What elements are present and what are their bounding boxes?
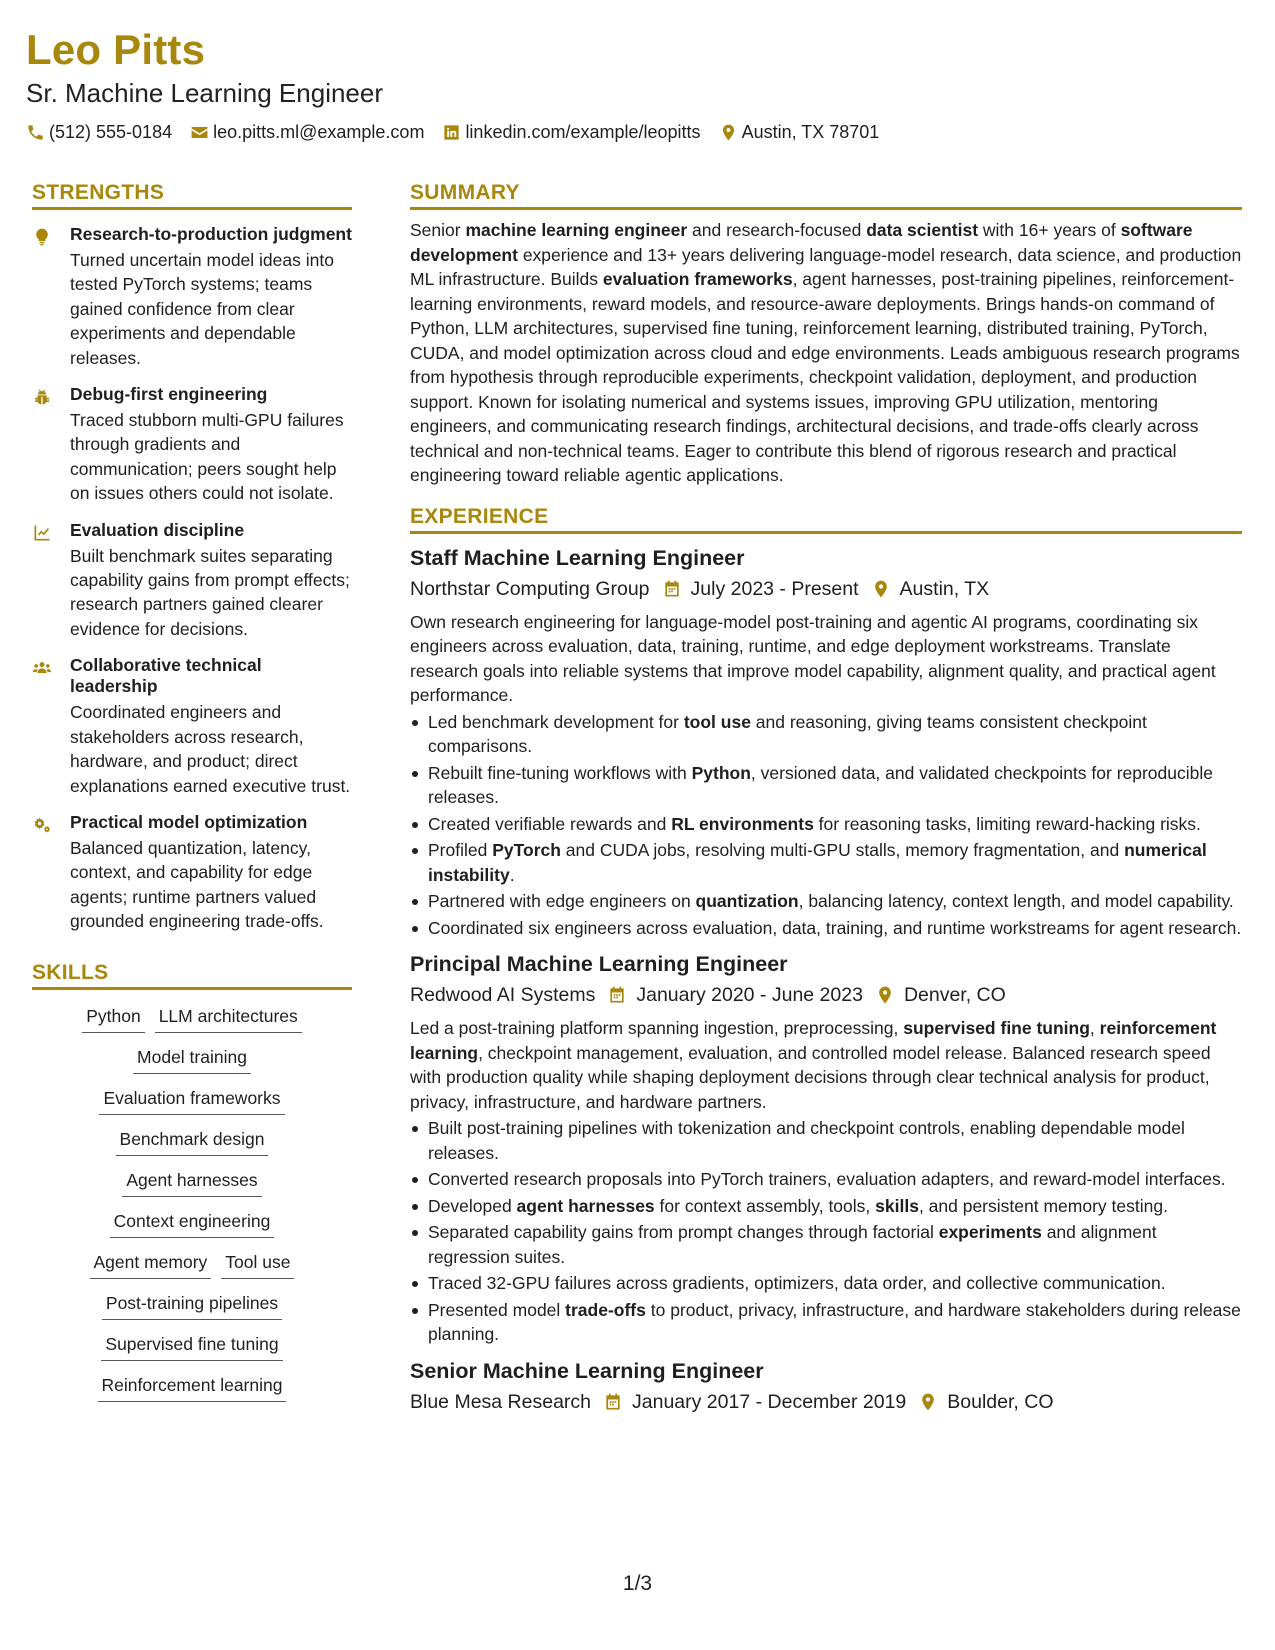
contact-location (719, 122, 880, 143)
map-pin-icon (719, 123, 738, 142)
page-number: 1/3 (622, 1572, 653, 1595)
bold-text: evaluation frameworks (602, 269, 793, 289)
job-description (410, 1016, 1242, 1114)
job-location: Boulder, CO (947, 1390, 1054, 1413)
strengths-heading: STRENGTHS (32, 178, 352, 210)
bold-text: Python (691, 762, 751, 783)
text-segment: Presented model (428, 1299, 566, 1320)
text-segment: Rebuilt fine-tuning workflows with (428, 762, 692, 783)
bold-text: tool use (683, 711, 751, 732)
resume-header (26, 24, 1246, 144)
bullet-item (410, 1298, 1242, 1347)
gears-icon (32, 815, 52, 835)
location-text: Austin, TX 78701 (741, 121, 880, 142)
skill-tag: Reinforcement learning (98, 1372, 287, 1402)
skill-tag: Agent harnesses (122, 1167, 261, 1197)
map-pin-icon (875, 985, 895, 1005)
job-company: Blue Mesa Research (410, 1390, 592, 1413)
job-company: Redwood AI Systems (410, 984, 596, 1006)
bold-text: experiments (938, 1222, 1042, 1242)
bold-text: RL environments (671, 813, 814, 834)
skills-list (32, 1003, 352, 1413)
contact-linkedin[interactable] (442, 122, 700, 143)
strength-desc: Balanced quantization, latency, context, and capability for edge agents; runtime partners valued grounded engineering trade-offs. (70, 837, 324, 932)
strength-title: Collaborative technical leadership (70, 655, 262, 697)
text-segment: experience and 13+ years delivering language-model research, data science, and production ML infrastructure. Builds (410, 244, 1242, 289)
text-segment: Led a post-training platform spanning ingestion, preprocessing, (410, 1018, 904, 1038)
skill-tag: Context engineering (110, 1208, 275, 1238)
job-location: Austin, TX (899, 577, 990, 600)
contact-phone (26, 122, 172, 143)
text-segment: Traced 32-GPU failures across gradients, optimizers, data order, and collective communication. (428, 1273, 1166, 1293)
job-meta (410, 1387, 1242, 1417)
skill-tag: Agent memory (90, 1249, 212, 1279)
strength-desc: Traced stubborn multi-GPU failures through gradients and communication; peers sought help on issues others could not isolate. (70, 410, 344, 504)
strength-desc: Turned uncertain model ideas into tested PyTorch systems; teams gained confidence from clear experiments and dependable releases. (70, 250, 334, 368)
right-column (410, 178, 1242, 1417)
map-pin-icon (918, 1392, 938, 1412)
job-company: Northstar Computing Group (410, 577, 650, 600)
bold-text: agent harnesses (516, 1195, 655, 1216)
bug-icon (32, 387, 52, 407)
text-segment: and alignment regression suites. (428, 1222, 1157, 1267)
strength-desc: Built benchmark suites separating capability gains from prompt effects; research partners gained clearer evidence for decisions. (70, 545, 350, 639)
bold-text: skills (875, 1195, 919, 1216)
strengths-list (32, 224, 352, 934)
text-segment: , (1089, 1018, 1100, 1038)
strength-item (32, 224, 352, 370)
job-meta (410, 980, 1242, 1010)
bullet-item (410, 889, 1242, 914)
bold-text: data scientist (866, 220, 979, 240)
bullet-item (410, 838, 1242, 887)
skill-tag: Post-training pipelines (102, 1290, 282, 1320)
job-bullets (410, 1116, 1242, 1347)
bold-text: trade-offs (565, 1299, 646, 1320)
text-segment: with 16+ years of (978, 220, 1121, 240)
strength-item (32, 812, 352, 934)
phone-text: (512) 555-0184 (49, 121, 173, 142)
bullet-item (410, 1220, 1242, 1269)
job-dates: January 2017 - December 2019 (632, 1390, 907, 1413)
contact-bar (26, 120, 1246, 144)
candidate-title: Sr. Machine Learning Engineer (26, 78, 384, 108)
skill-tag: Model training (133, 1044, 251, 1074)
bold-text: machine learning engineer (465, 220, 688, 240)
calendar-icon (662, 579, 682, 599)
strength-title: Practical model optimization (70, 811, 308, 832)
job-title: Senior Machine Learning Engineer (410, 1358, 764, 1383)
job-title: Principal Machine Learning Engineer (410, 952, 788, 976)
bullet-item (410, 812, 1242, 837)
text-segment: Developed (428, 1195, 517, 1216)
bold-text: software development (410, 220, 1193, 265)
strength-item (32, 520, 352, 642)
bullet-item (410, 761, 1242, 810)
bullet-item (410, 1167, 1242, 1192)
text-segment: Separated capability gains from prompt changes through factorial (428, 1222, 939, 1242)
experience-section (410, 502, 1242, 1417)
summary-heading: SUMMARY (410, 178, 1242, 210)
strength-item (32, 655, 352, 798)
contact-email[interactable] (190, 122, 424, 143)
job-dates: January 2020 - June 2023 (636, 984, 863, 1006)
text-segment: Profiled (428, 840, 493, 860)
calendar-icon (607, 985, 627, 1005)
envelope-icon (190, 123, 209, 142)
strength-title: Debug-first engineering (70, 384, 268, 405)
text-segment: , checkpoint management, evaluation, and controlled model release. Balanced research speed with production quality while shaping deployment decisions through clear technical analysis for product, privacy, infrastructure, and hardware partners. (410, 1042, 1211, 1112)
experience-heading: EXPERIENCE (410, 502, 1242, 534)
text-segment: and CUDA jobs, resolving multi-GPU stalls, memory fragmentation, and (560, 840, 1125, 860)
text-segment: for reasoning tasks, limiting reward-hacking risks. (813, 813, 1201, 834)
strength-item (32, 384, 352, 506)
job-description (410, 610, 1242, 708)
text-segment: Converted research proposals into PyTorch trainers, evaluation adapters, and reward-model interfaces. (428, 1169, 1226, 1189)
linkedin-icon (442, 123, 461, 142)
linkedin-text[interactable]: linkedin.com/example/leopitts (465, 121, 701, 142)
bullet-item (410, 916, 1242, 941)
text-segment: for context assembly, tools, (654, 1195, 876, 1216)
bold-text: numerical instability (428, 840, 1207, 885)
strength-desc: Coordinated engineers and stakeholders across research, hardware, and product; direct explanations earned executive trust. (70, 702, 351, 796)
text-segment: Created verifiable rewards and (428, 813, 672, 834)
calendar-icon (603, 1392, 623, 1412)
skill-tag: Supervised fine tuning (101, 1331, 282, 1361)
job-title: Staff Machine Learning Engineer (410, 545, 745, 570)
text-segment: Own research engineering for language-model post-training and agentic AI programs, coordinating six engineers across evaluation, data, training, runtime, and edge deployment workstreams. Translate research goals into reliable systems that improve model capability, alignment quality, and practical agent performance. (410, 611, 1216, 705)
bullet-item (410, 710, 1242, 759)
text-segment: and research-focused (687, 220, 867, 240)
skills-heading: SKILLS (32, 958, 352, 990)
bullet-item (410, 1271, 1242, 1296)
map-pin-icon (871, 579, 891, 599)
text-segment: , agent harnesses, post-training pipelines, reinforcement-learning environments, reward models, and resource-aware deployments. Brings hands-on command of Python, LLM architectures, supervised fine tuning, reinforcement learning, distributed training, PyTorch, CUDA, and model optimization across cloud and edge environments. Leads ambiguous research programs from hypothesis through reproducible experiments, checkpoint validation, deployment, and production support. Known for isolating numerical and systems issues, improving GPU utilization, mentoring engineers, and communicating research findings, architectural decisions, and trade-offs clearly across technical and non-technical teams. Eager to contribute this blend of rigorous research and practical engineering toward reliable agentic applications. (410, 269, 1240, 485)
text-segment: . (509, 864, 515, 885)
users-icon (32, 658, 52, 678)
skills-section (32, 958, 352, 1413)
text-segment: Partnered with edge engineers on (428, 891, 696, 911)
job-location: Denver, CO (903, 984, 1006, 1006)
strength-title: Evaluation discipline (70, 519, 245, 540)
bold-text: PyTorch (492, 840, 561, 860)
candidate-name: Leo Pitts (26, 26, 206, 73)
bullet-item (410, 1194, 1242, 1219)
text-segment: , and persistent memory testing. (918, 1195, 1168, 1216)
chart-line-icon (32, 523, 52, 543)
strength-title: Research-to-production judgment (70, 224, 352, 244)
text-segment: , balancing latency, context length, and model capability. (798, 891, 1234, 911)
skill-tag: Python (82, 1003, 144, 1033)
skill-tag: Benchmark design (116, 1126, 269, 1156)
bold-text: reinforcement learning (410, 1018, 1217, 1063)
summary-text (410, 218, 1242, 488)
text-segment: Coordinated six engineers across evaluation, data, training, and runtime workstreams for agent research. (428, 917, 1242, 938)
job-meta (410, 574, 1242, 604)
text-segment: Senior (410, 220, 466, 240)
job-entry (410, 950, 1242, 1347)
bullet-item (410, 1116, 1242, 1165)
left-column (32, 178, 352, 1413)
phone-icon (26, 123, 45, 142)
text-segment: to product, privacy, infrastructure, and hardware stakeholders during release planning. (428, 1299, 1241, 1344)
job-entry (410, 1357, 1242, 1417)
bold-text: quantization (695, 891, 799, 911)
email-text[interactable]: leo.pitts.ml@example.com (213, 121, 425, 142)
skill-tag: LLM architectures (155, 1003, 302, 1033)
lightbulb-icon (32, 227, 52, 247)
text-segment: Led benchmark development for (428, 711, 684, 732)
bold-text: supervised fine tuning (903, 1018, 1090, 1038)
text-segment: Built post-training pipelines with tokenization and checkpoint controls, enabling dependable model releases. (428, 1118, 1185, 1163)
job-dates: July 2023 - Present (690, 577, 859, 600)
text-segment: , versioned data, and validated checkpoints for reproducible releases. (428, 762, 1213, 807)
job-entry (410, 544, 1242, 941)
job-bullets (410, 710, 1242, 941)
text-segment: and reasoning, giving teams consistent checkpoint comparisons. (428, 711, 1147, 756)
skill-tag: Evaluation frameworks (99, 1085, 284, 1115)
skill-tag: Tool use (221, 1249, 294, 1279)
